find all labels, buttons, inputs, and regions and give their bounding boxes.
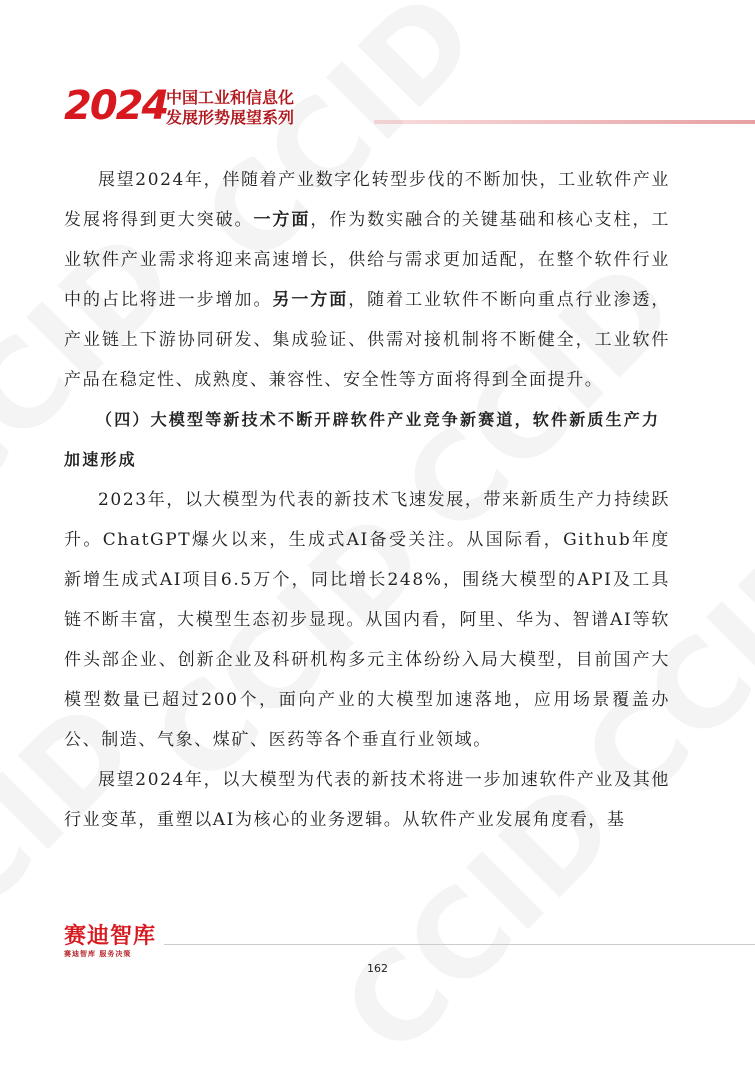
document-body xyxy=(64,160,670,840)
series-title xyxy=(166,88,294,128)
para1-tail: ，随着工业软件不断向重点行业渗透，产业链上下游协同研发、集成验证、供需对接机制将不断健全，工业软件产品在稳定性、成熟度、兼容性、安全性等方面将得到全面提升。 xyxy=(64,290,670,390)
paragraph-3: 展望2024年，以大模型为代表的新技术将进一步加速软件产业及其他行业变革，重塑以AI为核心的业务逻辑。从软件产业发展角度看，基 xyxy=(64,770,670,830)
header-divider xyxy=(374,120,755,124)
para1-bold-2: 另一方面 xyxy=(272,290,349,310)
page-footer xyxy=(64,924,755,984)
paragraph-1 xyxy=(64,160,670,400)
para1-mid: ，作为数实融合的关键基础和核心支柱，工业软件产业需求将迎来高速增长，供给与需求更加适配，在整个软件行业中的占比将进一步增加。 xyxy=(64,210,670,310)
para1-bold-1: 一方面 xyxy=(253,210,311,230)
para1-lead: 展望2024年，伴随着产业数字化转型步伐的不断加快，工业软件产业发展将得到更大突破。 xyxy=(64,170,670,230)
logo-year: 2024 xyxy=(64,83,168,129)
footer-divider xyxy=(164,944,755,945)
paragraph-2: 2023年，以大模型为代表的新技术飞速发展，带来新质生产力持续跃升。ChatGPT爆火以来，生成式AI备受关注。从国际看，Github年度新增生成式AI项目6.5万个，同比增长248%，围绕大模型的API及工具链不断丰富，大模型生态初步显现。从国内看，阿里、华为、智谱AI等软件头部企业、创新企业及科研机构多元主体纷纷入局大模型，目前国产大模型数量已超过200个，面向产业的大模型加速落地，应用场景覆盖办公、制造、气象、煤矿、医药等各个垂直行业领域。 xyxy=(64,490,670,750)
brand-tagline: 赛迪智库 服务决策 xyxy=(64,950,132,958)
series-title-line2: 发展形势展望系列 xyxy=(166,108,295,127)
section-heading: （四）大模型等新技术不断开辟软件产业竞争新赛道，软件新质生产力加速形成 xyxy=(64,410,661,469)
brand-logo: 赛迪智库 xyxy=(64,924,157,949)
series-title-line1: 中国工业和信息化 xyxy=(166,88,295,107)
page-header xyxy=(64,83,755,130)
page-number: 162 xyxy=(367,962,388,975)
